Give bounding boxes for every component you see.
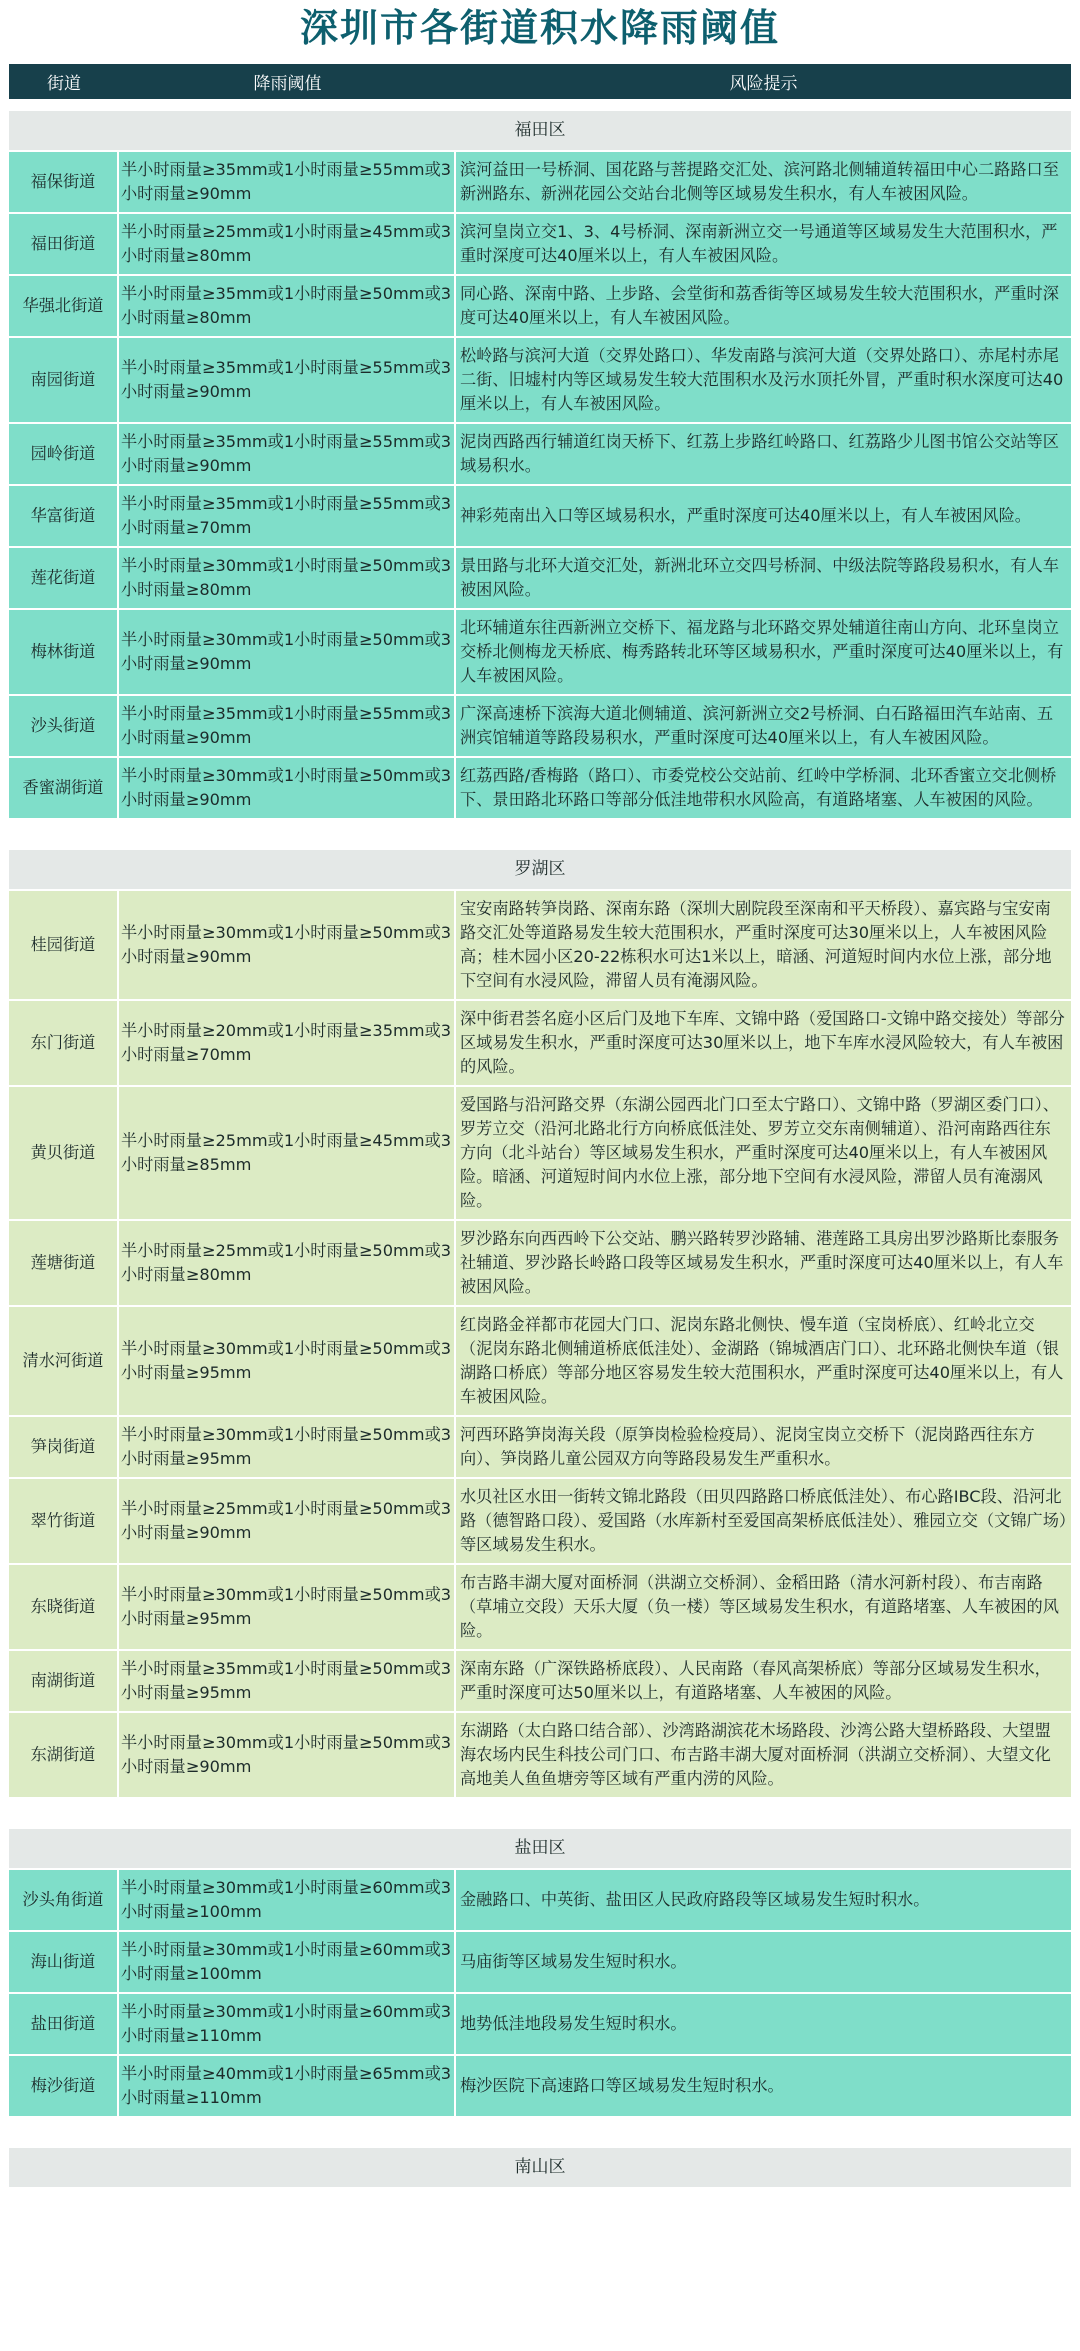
threshold-cell: 半小时雨量≥30mm或1小时雨量≥50mm或3小时雨量≥95mm	[119, 1417, 456, 1477]
risk-cell: 红荔西路/香梅路（路口）、市委党校公交站前、红岭中学桥洞、北环香蜜立交北侧桥下、景田路北环路口等部分低洼地带积水风险高，有道路堵塞、人车被困的风险。	[460, 766, 1057, 809]
page-title: 深圳市各街道积水降雨阈值	[299, 6, 780, 50]
district-sections	[9, 111, 1071, 2219]
risk-cell: 地势低洼地段易发生短时积水。	[460, 2014, 687, 2033]
table-row	[9, 1870, 1071, 1932]
street-cell: 黄贝街道	[9, 1087, 119, 1219]
table-row	[9, 758, 1071, 820]
street-cell: 东湖街道	[9, 1713, 119, 1797]
table-row	[9, 548, 1071, 610]
threshold-cell: 半小时雨量≥35mm或1小时雨量≥50mm或3小时雨量≥80mm	[119, 276, 456, 336]
street-cell: 莲塘街道	[9, 1221, 119, 1305]
table-row	[9, 1307, 1071, 1417]
district-title: 福田区	[9, 111, 1071, 152]
table-row	[9, 1479, 1071, 1565]
threshold-cell: 半小时雨量≥25mm或1小时雨量≥45mm或3小时雨量≥80mm	[119, 214, 456, 274]
risk-cell: 宝安南路转笋岗路、深南东路（深圳大剧院段至深南和平天桥段）、嘉宾路与宝安南路交汇处等道路易发生较大范围积水，严重时深度可达30厘米以上，人车被困风险高；桂木园小区20-22栋积水可达1米以上，暗涵、河道短时间内水位上涨，部分地下空间有水浸风险，滞留人员有淹溺风险。	[460, 899, 1052, 990]
district-title: 南山区	[9, 2148, 1071, 2189]
district-section	[9, 2148, 1071, 2189]
street-cell: 翠竹街道	[9, 1479, 119, 1563]
table-row	[9, 1994, 1071, 2056]
street-cell: 南湖街道	[9, 1651, 119, 1711]
street-cell: 福田街道	[9, 214, 119, 274]
risk-cell: 泥岗西路西行辅道红岗天桥下、红荔上步路红岭路口、红荔路少儿图书馆公交站等区域易积水。	[460, 432, 1059, 475]
risk-cell: 布吉路丰湖大厦对面桥洞（洪湖立交桥洞）、金稻田路（清水河新村段）、布吉南路（草埔立交段）天乐大厦（负一楼）等区域易发生积水，有道路堵塞、人车被困的风险。	[460, 1573, 1059, 1640]
threshold-cell: 半小时雨量≥35mm或1小时雨量≥55mm或3小时雨量≥90mm	[119, 338, 456, 422]
threshold-cell: 半小时雨量≥20mm或1小时雨量≥35mm或3小时雨量≥70mm	[119, 1001, 456, 1085]
table-row	[9, 1565, 1071, 1651]
risk-cell: 金融路口、中英街、盐田区人民政府路段等区域易发生短时积水。	[460, 1890, 930, 1909]
risk-cell: 滨河皇岗立交1、3、4号桥洞、深南新洲立交一号通道等区域易发生大范围积水，严重时深度可达40厘米以上，有人车被困风险。	[460, 222, 1058, 265]
threshold-cell: 半小时雨量≥35mm或1小时雨量≥50mm或3小时雨量≥95mm	[119, 1651, 456, 1711]
street-cell: 福保街道	[9, 152, 119, 212]
threshold-cell: 半小时雨量≥25mm或1小时雨量≥45mm或3小时雨量≥85mm	[119, 1087, 456, 1219]
risk-cell: 梅沙医院下高速路口等区域易发生短时积水。	[460, 2076, 784, 2095]
street-cell: 盐田街道	[9, 1994, 119, 2054]
table-row	[9, 1417, 1071, 1479]
table-row	[9, 696, 1071, 758]
threshold-cell: 半小时雨量≥35mm或1小时雨量≥55mm或3小时雨量≥90mm	[119, 152, 456, 212]
header-threshold: 降雨阈值	[253, 74, 322, 94]
street-cell: 沙头街道	[9, 696, 119, 756]
threshold-cell: 半小时雨量≥30mm或1小时雨量≥50mm或3小时雨量≥95mm	[119, 1307, 456, 1415]
threshold-cell: 半小时雨量≥35mm或1小时雨量≥55mm或3小时雨量≥90mm	[119, 696, 456, 756]
threshold-cell: 半小时雨量≥35mm或1小时雨量≥55mm或3小时雨量≥90mm	[119, 424, 456, 484]
street-cell: 东门街道	[9, 1001, 119, 1085]
risk-cell: 水贝社区水田一街转文锦北路段（田贝四路路口桥底低洼处）、布心路IBC段、沿河北路（德智路口段）、爱国路（水库新村至爱国高架桥底低洼处）、雅园立交（文锦广场）等区域易发生积水。	[460, 1487, 1068, 1554]
table-header	[9, 64, 1071, 99]
table-row	[9, 424, 1071, 486]
risk-cell: 同心路、深南中路、上步路、会堂街和荔香街等区域易发生较大范围积水，严重时深度可达40厘米以上，有人车被困风险。	[460, 284, 1059, 327]
street-cell: 华强北街道	[9, 276, 119, 336]
risk-cell: 深南东路（广深铁路桥底段）、人民南路（春风高架桥底）等部分区域易发生积水，严重时深度可达50厘米以上，有道路堵塞、人车被困的风险。	[460, 1659, 1051, 1702]
table-row	[9, 2056, 1071, 2118]
risk-cell: 河西环路笋岗海关段（原笋岗检验检疫局）、泥岗宝岗立交桥下（泥岗路西往东方向）、笋岗路儿童公园双方向等路段易发生严重积水。	[460, 1425, 1035, 1468]
street-cell: 梅林街道	[9, 610, 119, 694]
threshold-cell: 半小时雨量≥30mm或1小时雨量≥60mm或3小时雨量≥110mm	[119, 1994, 456, 2054]
street-cell: 香蜜湖街道	[9, 758, 119, 818]
risk-cell: 马庙街等区域易发生短时积水。	[460, 1952, 687, 1971]
district-title: 盐田区	[9, 1829, 1071, 1870]
risk-cell: 滨河益田一号桥洞、国花路与菩提路交汇处、滨河路北侧辅道转福田中心二路路口至新洲路东、新洲花园公交站台北侧等区域易发生积水，有人车被困风险。	[460, 160, 1059, 203]
table-row	[9, 1087, 1071, 1221]
threshold-cell: 半小时雨量≥30mm或1小时雨量≥50mm或3小时雨量≥90mm	[119, 758, 456, 818]
table-row	[9, 276, 1071, 338]
threshold-cell: 半小时雨量≥30mm或1小时雨量≥50mm或3小时雨量≥90mm	[119, 891, 456, 999]
street-cell: 南园街道	[9, 338, 119, 422]
risk-cell: 罗沙路东向西西岭下公交站、鹏兴路转罗沙路辅、港莲路工具房出罗沙路斯比泰服务社辅道、罗沙路长岭路口段等区域易发生积水，严重时深度可达40厘米以上，有人车被困风险。	[460, 1229, 1064, 1296]
street-cell: 沙头角街道	[9, 1870, 119, 1930]
street-cell: 桂园街道	[9, 891, 119, 999]
threshold-cell: 半小时雨量≥35mm或1小时雨量≥55mm或3小时雨量≥70mm	[119, 486, 456, 546]
table-row	[9, 214, 1071, 276]
table-row	[9, 1932, 1071, 1994]
threshold-cell: 半小时雨量≥25mm或1小时雨量≥50mm或3小时雨量≥80mm	[119, 1221, 456, 1305]
table-row	[9, 1221, 1071, 1307]
street-cell: 华富街道	[9, 486, 119, 546]
threshold-cell: 半小时雨量≥25mm或1小时雨量≥50mm或3小时雨量≥90mm	[119, 1479, 456, 1563]
threshold-cell: 半小时雨量≥30mm或1小时雨量≥50mm或3小时雨量≥95mm	[119, 1565, 456, 1649]
risk-cell: 松岭路与滨河大道（交界处路口）、华发南路与滨河大道（交界处路口）、赤尾村赤尾二街、旧墟村内等区域易发生较大范围积水及污水顶托外冒，严重时积水深度可达40厘米以上，有人车被困风险。	[460, 346, 1064, 413]
district-section	[9, 111, 1071, 820]
street-cell: 莲花街道	[9, 548, 119, 608]
risk-cell: 景田路与北环大道交汇处，新洲北环立交四号桥洞、中级法院等路段易积水，有人车被困风险。	[460, 556, 1059, 599]
threshold-cell: 半小时雨量≥30mm或1小时雨量≥50mm或3小时雨量≥90mm	[119, 1713, 456, 1797]
street-cell: 东晓街道	[9, 1565, 119, 1649]
district-section	[9, 1829, 1071, 2118]
threshold-cell: 半小时雨量≥30mm或1小时雨量≥50mm或3小时雨量≥90mm	[119, 610, 456, 694]
threshold-cell: 半小时雨量≥40mm或1小时雨量≥65mm或3小时雨量≥110mm	[119, 2056, 456, 2116]
table-row	[9, 152, 1071, 214]
street-cell: 梅沙街道	[9, 2056, 119, 2116]
risk-cell: 广深高速桥下滨海大道北侧辅道、滨河新洲立交2号桥洞、白石路福田汽车站南、五洲宾馆辅道等路段易积水，严重时深度可达40厘米以上，有人车被困风险。	[460, 704, 1054, 747]
street-cell: 笋岗街道	[9, 1417, 119, 1477]
table-row	[9, 1001, 1071, 1087]
risk-cell: 东湖路（太白路口结合部）、沙湾路湖滨花木场路段、沙湾公路大望桥路段、大望盟海农场内民生科技公司门口、布吉路丰湖大厦对面桥洞（洪湖立交桥洞）、大望文化高地美人鱼鱼塘旁等区域有严重内涝的风险。	[460, 1721, 1051, 1788]
table-row	[9, 486, 1071, 548]
table-row	[9, 1651, 1071, 1713]
header-street: 街道	[47, 74, 81, 94]
threshold-cell: 半小时雨量≥30mm或1小时雨量≥60mm或3小时雨量≥100mm	[119, 1932, 456, 1992]
district-title: 罗湖区	[9, 850, 1071, 891]
risk-cell: 神彩苑南出入口等区域易积水，严重时深度可达40厘米以上，有人车被困风险。	[460, 506, 1031, 525]
street-cell: 园岭街道	[9, 424, 119, 484]
street-cell: 清水河街道	[9, 1307, 119, 1415]
risk-cell: 深中街君荟名庭小区后门及地下车库、文锦中路（爱国路口-文锦中路交接处）等部分区域易发生积水，严重时深度可达30厘米以上，地下车库水浸风险较大，有人车被困的风险。	[460, 1009, 1065, 1076]
header-risk: 风险提示	[729, 74, 798, 94]
risk-cell: 爱国路与沿河路交界（东湖公园西北门口至太宁路口）、文锦中路（罗湖区委门口）、罗芳立交（沿河北路北行方向桥底低洼处、罗芳立交东南侧辅道）、沿河南路西往东方向（北斗站台）等区域易发生积水，严重时深度可达40厘米以上，有人车被困风险。暗涵、河道短时间内水位上涨，部分地下空间有水浸风险，滞留人员有淹溺风险。	[460, 1095, 1059, 1210]
risk-cell: 北环辅道东往西新洲立交桥下、福龙路与北环路交界处辅道往南山方向、北环皇岗立交桥北侧梅龙天桥底、梅秀路转北环等区域易积水，严重时深度可达40厘米以上，有人车被困风险。	[460, 618, 1064, 685]
table-row	[9, 1713, 1071, 1799]
table-row	[9, 338, 1071, 424]
table-row	[9, 891, 1071, 1001]
threshold-cell: 半小时雨量≥30mm或1小时雨量≥60mm或3小时雨量≥100mm	[119, 1870, 456, 1930]
threshold-cell: 半小时雨量≥30mm或1小时雨量≥50mm或3小时雨量≥80mm	[119, 548, 456, 608]
risk-cell: 红岗路金祥都市花园大门口、泥岗东路北侧快、慢车道（宝岗桥底）、红岭北立交（泥岗东路北侧辅道桥底低洼处）、金湖路（锦城酒店门口）、北环路北侧快车道（银湖路口桥底）等部分地区容易发生较大范围积水，严重时深度可达40厘米以上，有人车被困风险。	[460, 1315, 1064, 1406]
street-cell: 海山街道	[9, 1932, 119, 1992]
table-row	[9, 610, 1071, 696]
district-section	[9, 850, 1071, 1799]
